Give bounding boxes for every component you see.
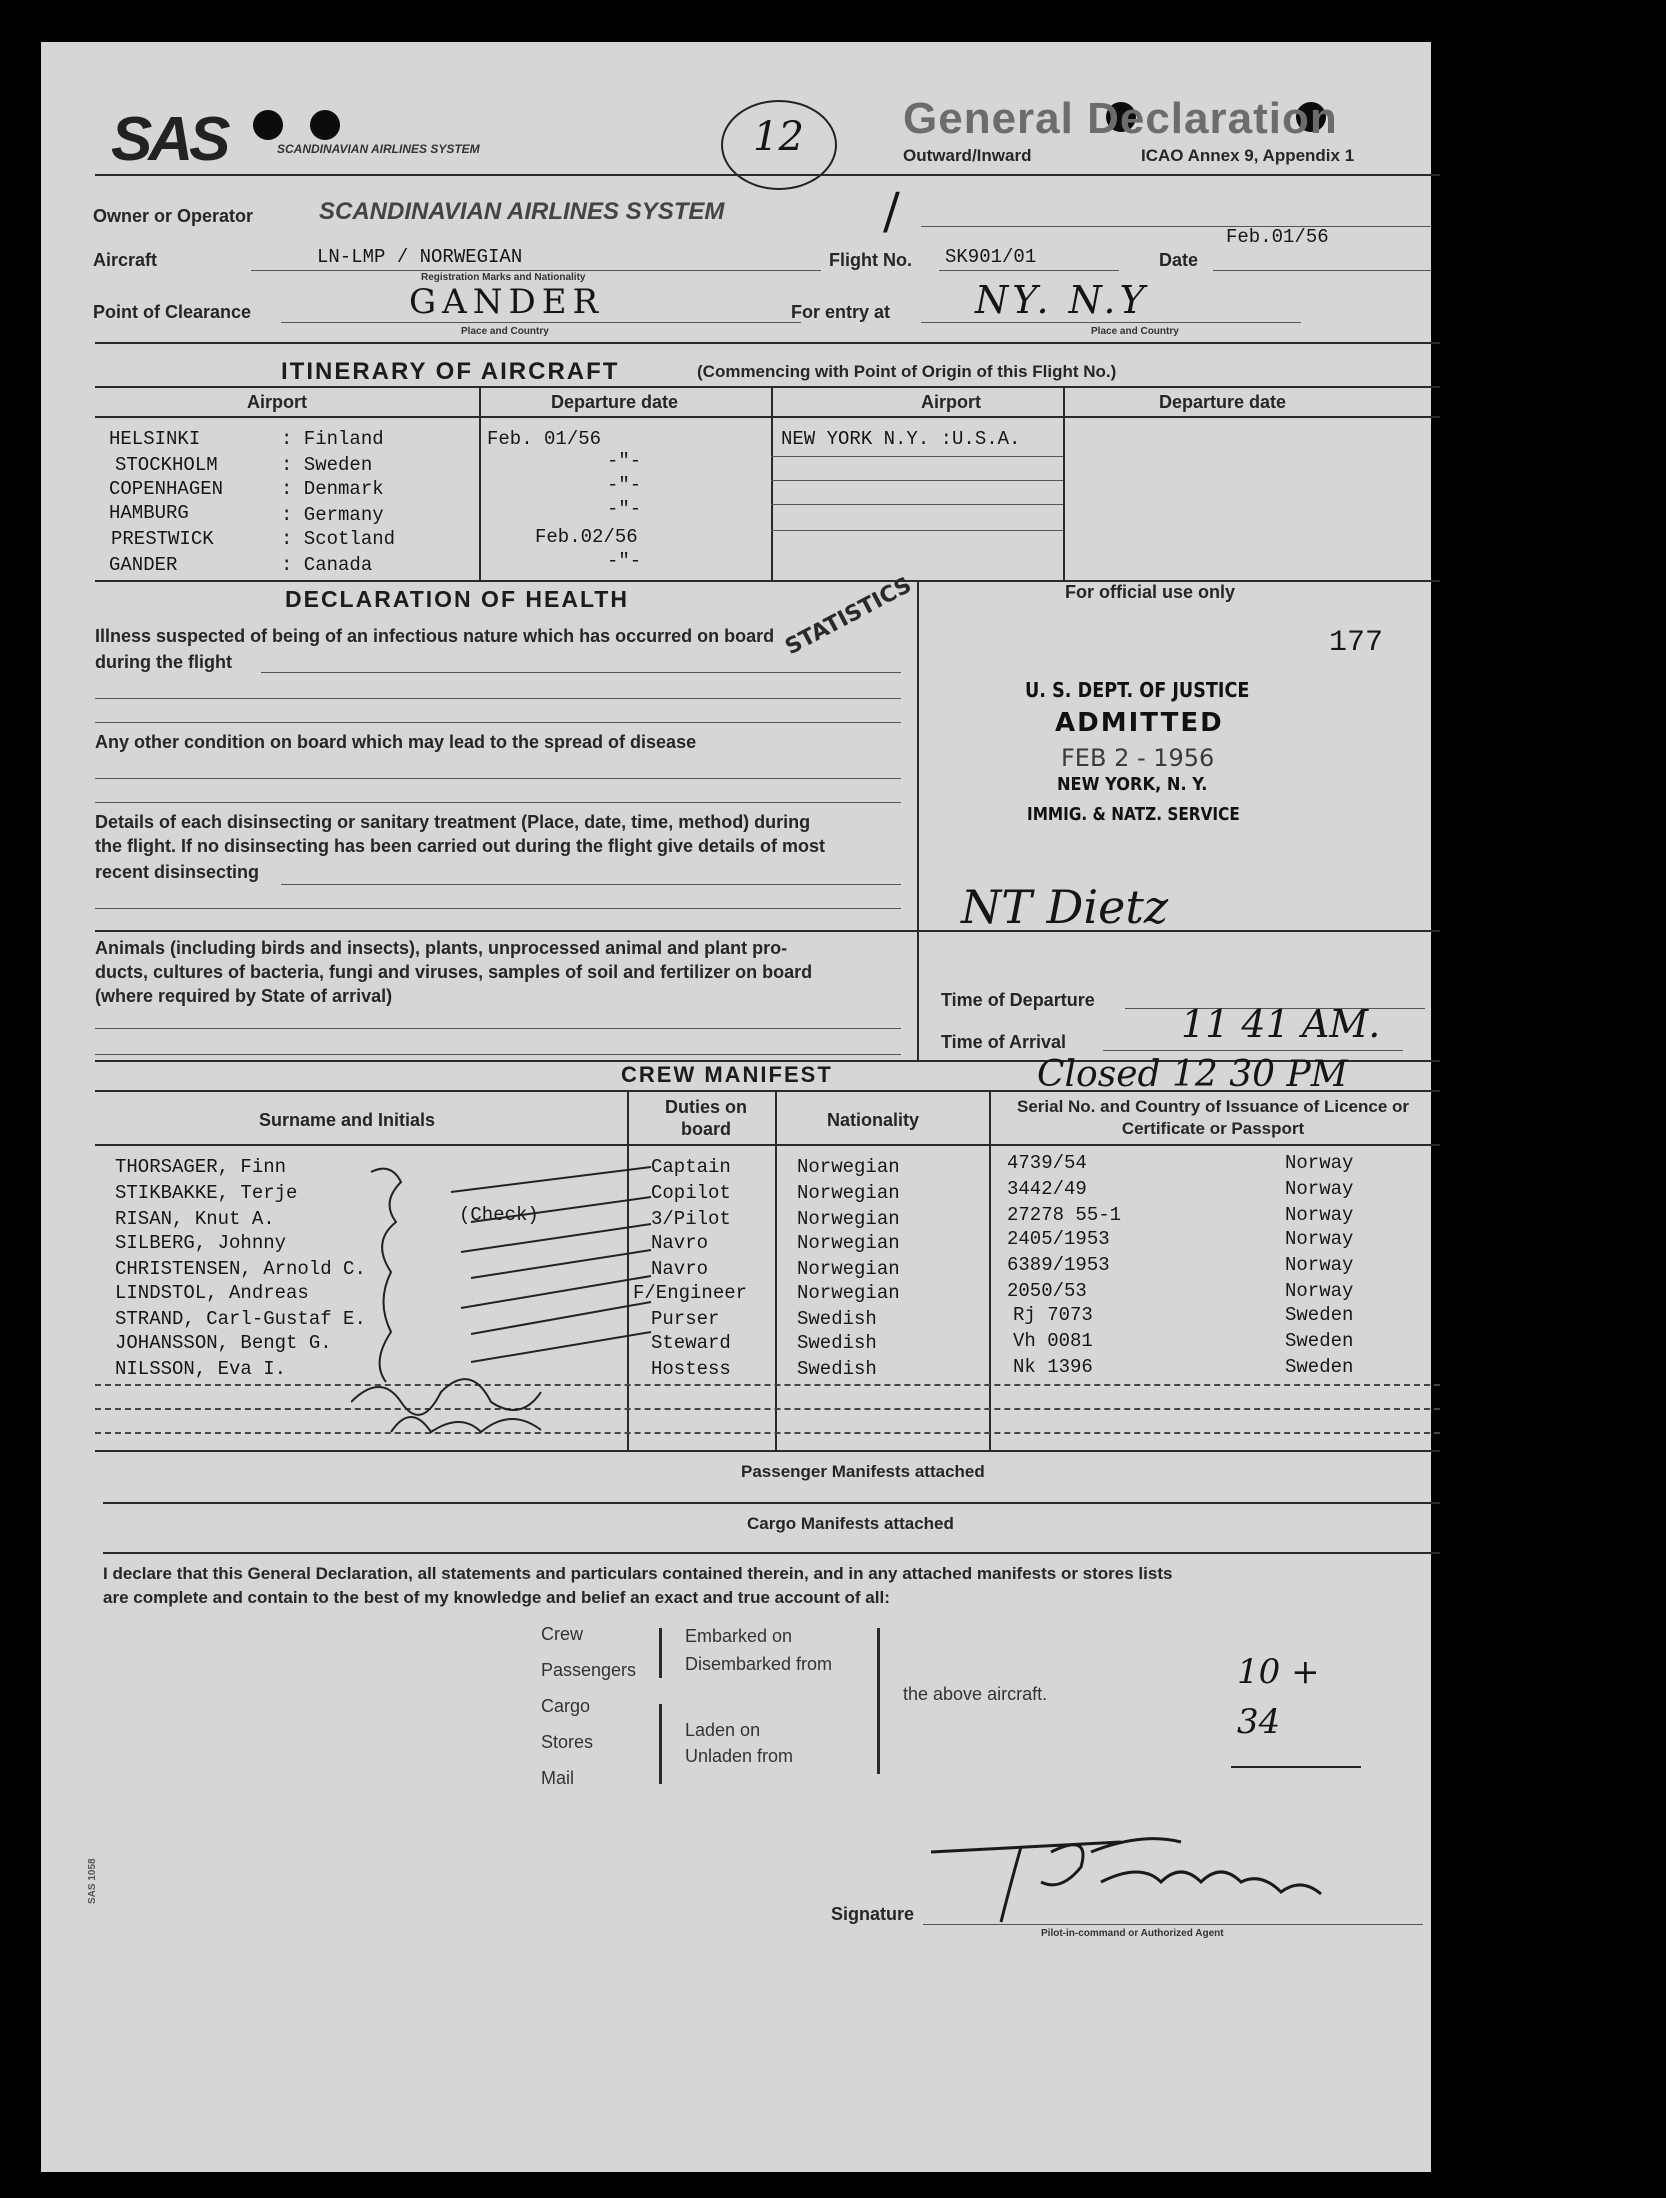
crew-signature-marks	[351, 1162, 771, 1442]
answer-line	[95, 722, 901, 723]
decl-unladen: Unladen from	[685, 1746, 794, 1766]
itinerary-airport: COPENHAGEN	[109, 478, 224, 500]
stamp-line-3: FEB 2 - 1956	[1061, 744, 1215, 772]
punch-hole	[310, 110, 340, 140]
itinerary-airport: GANDER	[109, 554, 178, 576]
official-label: For official use only	[1065, 582, 1236, 602]
arrival-value: 11 41 AM.	[1181, 1002, 1381, 1046]
crew-name: STRAND, Carl-Gustaf E.	[115, 1308, 366, 1330]
aircraft-label: Aircraft	[93, 250, 158, 270]
crew-header-duties: Duties on board	[664, 1097, 747, 1139]
itinerary-country: : Sweden	[281, 454, 373, 476]
entry-label: For entry at	[791, 302, 891, 322]
itinerary-header-date-2: Departure date	[1159, 392, 1287, 412]
crew-name: STIKBAKKE, Terje	[115, 1182, 298, 1204]
departure-label: Time of Departure	[941, 990, 1095, 1010]
itinerary-date: Feb. 01/56	[487, 428, 602, 450]
decl-above-aircraft: the above aircraft.	[903, 1684, 1048, 1704]
answer-line	[95, 1054, 901, 1055]
crew-country: Norway	[1285, 1178, 1354, 1200]
crew-serial: 2050/53	[1007, 1280, 1087, 1302]
itinerary-subtitle: (Commencing with Point of Origin of this Flight No.)	[697, 362, 1117, 381]
crew-nationality: Swedish	[797, 1332, 877, 1354]
itinerary-airport-right: NEW YORK N.Y. :U.S.A.	[781, 428, 1021, 450]
itinerary-airport: PRESTWICK	[111, 528, 214, 550]
crew-head-rule	[95, 1090, 1440, 1092]
crew-duty: Navro	[651, 1232, 709, 1254]
decl-count-1: 10 +	[1237, 1652, 1320, 1692]
header-rule	[95, 174, 1440, 176]
crew-country: Norway	[1285, 1204, 1354, 1226]
stamp-line-5: IMMIG. & NATZ. SERVICE	[1027, 804, 1240, 825]
owner-value: SCANDINAVIAN AIRLINES SYSTEM	[319, 198, 725, 225]
decl-bracket	[659, 1628, 662, 1678]
crew-country: Norway	[1285, 1152, 1354, 1174]
date-label: Date	[1159, 250, 1199, 270]
icao-reference: ICAO Annex 9, Appendix 1	[1141, 146, 1355, 165]
crew-serial: 27278 55-1	[1007, 1204, 1122, 1226]
itinerary-col-divider	[479, 386, 481, 580]
itinerary-date: -"-	[607, 498, 642, 520]
page-subtitle: Outward/Inward	[903, 146, 1032, 165]
owner-label: Owner or Operator	[93, 206, 254, 226]
crew-nationality: Norwegian	[797, 1282, 900, 1304]
crew-country: Norway	[1285, 1280, 1354, 1302]
decl-embarked: Embarked on	[685, 1626, 793, 1646]
clearance-value: GANDER	[409, 282, 605, 322]
date-value: Feb.01/56	[1226, 226, 1329, 248]
crew-nationality: Norwegian	[797, 1258, 900, 1280]
decl-col1-cargo: Cargo	[541, 1696, 591, 1716]
crew-nationality: Swedish	[797, 1358, 877, 1380]
crew-country: Sweden	[1285, 1304, 1354, 1326]
cargo-manifests: Cargo Manifests attached	[747, 1514, 954, 1533]
itinerary-bottom-rule	[95, 580, 1440, 582]
entry-value: NY. N.Y	[975, 278, 1149, 322]
crew-bottom-rule	[95, 1450, 1440, 1452]
decl-laden: Laden on	[685, 1720, 761, 1740]
decl-col1-passengers: Passengers	[541, 1660, 637, 1680]
aircraft-value: LN-LMP / NORWEGIAN	[317, 246, 523, 268]
crew-serial: 2405/1953	[1007, 1228, 1110, 1250]
itinerary-col-divider	[1063, 386, 1065, 580]
crew-nationality: Swedish	[797, 1308, 877, 1330]
crew-serial: 4739/54	[1007, 1152, 1087, 1174]
decl-col1-mail: Mail	[541, 1768, 575, 1788]
crew-serial: 6389/1953	[1007, 1254, 1110, 1276]
itinerary-airport: HAMBURG	[109, 502, 189, 524]
stamp-line-4: NEW YORK, N. Y.	[1057, 774, 1208, 795]
crew-duty: Purser	[651, 1308, 720, 1330]
crew-country: Norway	[1285, 1254, 1354, 1276]
itinerary-date: -"-	[607, 474, 642, 496]
flight-line	[939, 270, 1119, 271]
itinerary-country: : Canada	[281, 554, 373, 576]
crew-duty: Captain	[651, 1156, 731, 1178]
passenger-manifests: Passenger Manifests attached	[741, 1462, 985, 1481]
itinerary-country: : Scotland	[281, 528, 396, 550]
answer-line	[95, 698, 901, 699]
stamp-line-1: U. S. DEPT. OF JUSTICE	[1025, 678, 1250, 702]
itinerary-date: -"-	[607, 550, 642, 572]
decl-col1-crew: Crew	[541, 1624, 584, 1644]
closed-value: Closed 12 30 PM	[1037, 1054, 1348, 1095]
flight-label: Flight No.	[829, 250, 912, 270]
answer-line	[95, 908, 901, 909]
clearance-line	[281, 322, 801, 323]
itinerary-row-line	[771, 504, 1063, 505]
crew-nationality: Norwegian	[797, 1156, 900, 1178]
health-q2: Any other condition on board which may lead to the spread of disease	[95, 732, 697, 752]
answer-line	[261, 672, 901, 673]
crew-header-name: Surname and Initials	[259, 1110, 436, 1130]
health-q4c: (where required by State of arrival)	[95, 986, 393, 1006]
arrival-label: Time of Arrival	[941, 1032, 1067, 1052]
itinerary-country: : Finland	[281, 428, 384, 450]
itinerary-airport: STOCKHOLM	[115, 454, 218, 476]
crew-serial: Rj 7073	[1013, 1304, 1093, 1326]
date-line	[1213, 270, 1431, 271]
signature-caption: Pilot-in-command or Authorized Agent	[1041, 1928, 1224, 1939]
crew-name: SILBERG, Johnny	[115, 1232, 287, 1254]
crew-country: Sweden	[1285, 1356, 1354, 1378]
crew-name: THORSAGER, Finn	[115, 1156, 287, 1178]
decl-count-underline	[1231, 1766, 1361, 1768]
itinerary-col-divider	[771, 386, 773, 580]
itinerary-head-rule	[95, 386, 1440, 388]
itinerary-row-line	[771, 480, 1063, 481]
crew-duty: Copilot	[651, 1182, 731, 1204]
captain-signature	[921, 1822, 1361, 1932]
health-q4b: ducts, cultures of bacteria, fungi and viruses, samples of soil and fertilizer on board	[95, 962, 813, 982]
manifest-rule	[103, 1552, 1440, 1554]
decl-count-2: 34	[1237, 1702, 1281, 1742]
itinerary-date: Feb.02/56	[535, 526, 638, 548]
declaration-line-2: are complete and contain to the best of my knowledge and belief an exact and true account of all:	[103, 1588, 890, 1607]
health-q1b: during the flight	[95, 652, 232, 672]
declaration-line-1: I declare that this General Declaration, all statements and particulars contained therein, and in any attached manifests or stores lists	[103, 1564, 1173, 1583]
crew-serial: Vh 0081	[1013, 1330, 1093, 1352]
signature-line	[923, 1924, 1423, 1925]
crew-duty: Navro	[651, 1258, 709, 1280]
crew-name: JOHANSSON, Bengt G.	[115, 1332, 332, 1354]
crew-duty: F/Engineer	[633, 1282, 748, 1304]
itinerary-country: : Germany	[281, 504, 384, 526]
sas-logo-subtitle: SCANDINAVIAN AIRLINES SYSTEM	[277, 142, 480, 156]
health-q4a: Animals (including birds and insects), plants, unprocessed animal and plant pro-	[95, 938, 788, 958]
itinerary-date: -"-	[607, 450, 642, 472]
crew-duty: Steward	[651, 1332, 731, 1354]
health-q3c: recent disinsecting	[95, 862, 260, 882]
document-page	[41, 42, 1431, 2172]
entry-line	[921, 322, 1301, 323]
decl-bracket	[877, 1628, 880, 1774]
punch-hole	[253, 110, 283, 140]
official-signature: NT Dietz	[961, 880, 1169, 934]
crew-nationality: Norwegian	[797, 1182, 900, 1204]
crew-note: (Check)	[459, 1204, 539, 1226]
itinerary-row-line	[771, 456, 1063, 457]
itinerary-row-line	[771, 530, 1063, 531]
crew-serial: Nk 1396	[1013, 1356, 1093, 1378]
stamp-line-2: ADMITTED	[1055, 708, 1224, 738]
crew-nationality: Norwegian	[797, 1232, 900, 1254]
crew-header-serial: Serial No. and Country of Issuance of Licence or Certificate or Passport	[1016, 1097, 1410, 1138]
official-number: 177	[1329, 626, 1384, 660]
crew-name: CHRISTENSEN, Arnold C.	[115, 1258, 366, 1280]
answer-line	[95, 802, 901, 803]
crew-name: NILSSON, Eva I.	[115, 1358, 287, 1380]
itinerary-country: : Denmark	[281, 478, 384, 500]
crew-country: Sweden	[1285, 1330, 1354, 1352]
crew-header-nationality: Nationality	[827, 1110, 920, 1130]
itinerary-title: ITINERARY OF AIRCRAFT	[281, 358, 620, 385]
health-q3b: the flight. If no disinsecting has been carried out during the flight give details of most	[95, 836, 826, 856]
crew-name: LINDSTOL, Andreas	[115, 1282, 309, 1304]
health-q3a: Details of each disinsecting or sanitary treatment (Place, date, time, method) during	[95, 812, 811, 832]
crew-name: RISAN, Knut A.	[115, 1208, 275, 1230]
health-q1: Illness suspected of being of an infectious nature which has occurred on board	[95, 626, 775, 646]
itinerary-header-airport-1: Airport	[247, 392, 307, 412]
itinerary-header-date-1: Departure date	[551, 392, 679, 412]
decl-disembarked: Disembarked from	[685, 1654, 833, 1674]
section-rule	[95, 930, 1440, 932]
decl-bracket	[659, 1704, 662, 1784]
statistics-stamp: STATISTICS	[781, 572, 916, 661]
form-code: SAS 1058	[87, 1858, 98, 1904]
crew-duty: Hostess	[651, 1358, 731, 1380]
health-official-divider	[917, 580, 919, 1060]
crew-country: Norway	[1285, 1228, 1354, 1250]
crew-duty: 3/Pilot	[651, 1208, 731, 1230]
answer-line	[95, 1028, 901, 1029]
answer-line	[281, 884, 901, 885]
aircraft-caption: Registration Marks and Nationality	[421, 272, 586, 283]
itinerary-airport: HELSINKI	[109, 428, 201, 450]
health-title: DECLARATION OF HEALTH	[285, 586, 629, 612]
crew-serial: 3442/49	[1007, 1178, 1087, 1200]
itinerary-subhead-rule	[95, 416, 1440, 418]
clearance-caption: Place and Country	[461, 326, 549, 337]
clearance-label: Point of Clearance	[93, 302, 252, 322]
crew-nationality: Norwegian	[797, 1208, 900, 1230]
itinerary-header-airport-2: Airport	[921, 392, 981, 412]
crew-title: CREW MANIFEST	[621, 1062, 833, 1087]
decl-col1-stores: Stores	[541, 1732, 594, 1752]
manifest-rule	[103, 1502, 1440, 1504]
page-title: General Declaration	[903, 94, 1338, 143]
sas-logo: SAS	[111, 105, 227, 174]
crew-subhead-rule	[95, 1144, 1440, 1146]
entry-caption: Place and Country	[1091, 326, 1179, 337]
arrival-line	[1103, 1050, 1403, 1051]
answer-line	[95, 778, 901, 779]
signature-label: Signature	[831, 1904, 915, 1924]
itinerary-top-rule	[95, 342, 1440, 344]
owner-line	[921, 226, 1431, 227]
doc-number: 12	[753, 114, 804, 160]
aircraft-line	[251, 270, 821, 271]
flight-value: SK901/01	[945, 246, 1037, 268]
handwritten-mark: /	[883, 182, 900, 240]
